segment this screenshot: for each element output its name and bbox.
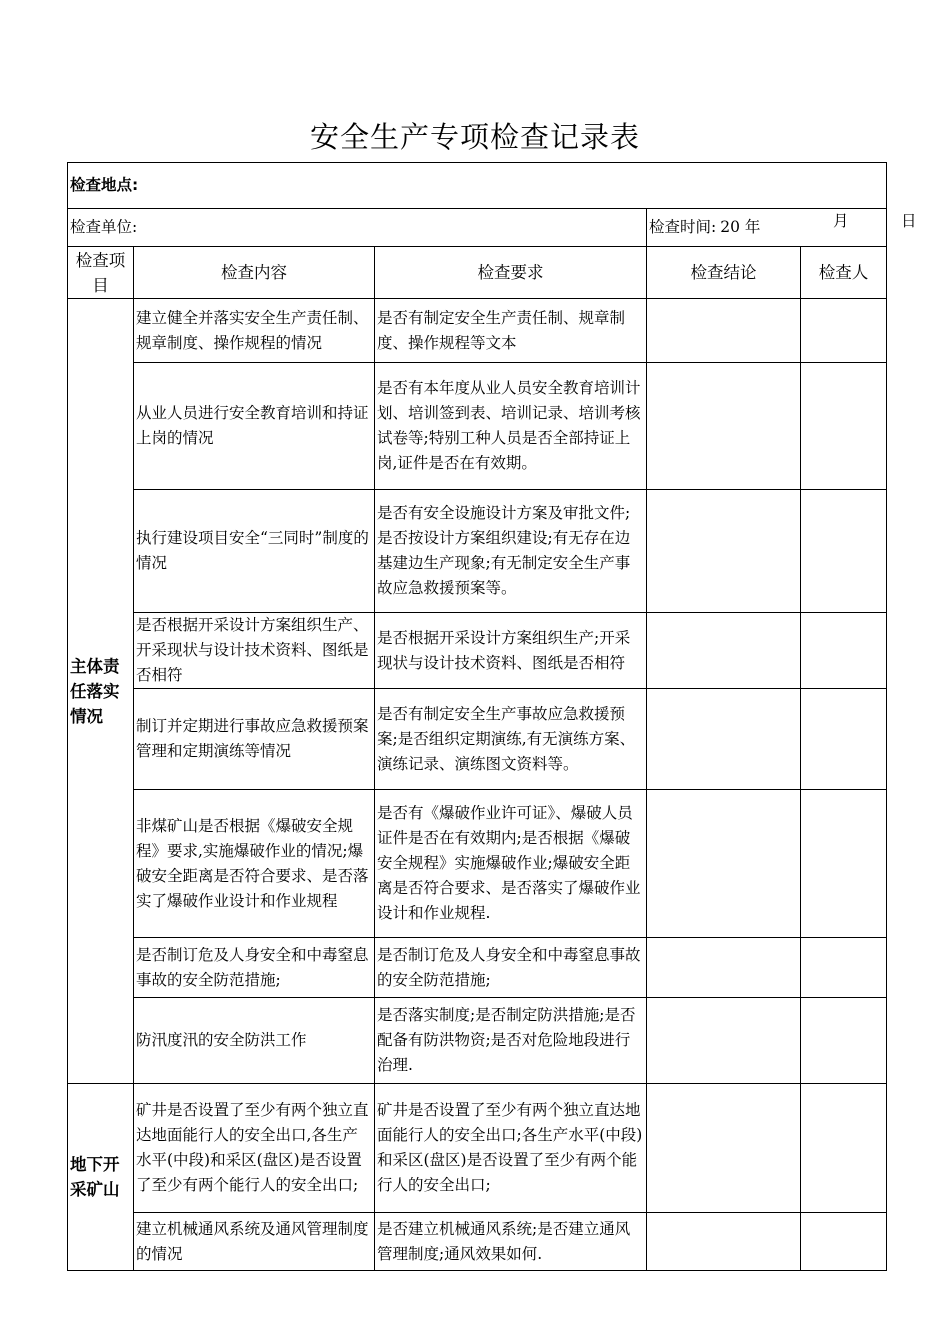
inspector-cell[interactable]	[801, 299, 887, 363]
table-row	[68, 299, 887, 363]
content-cell: 是否根据开采设计方案组织生产、开采现状与设计技术资料、图纸是否相符	[134, 613, 375, 689]
time-field[interactable]	[647, 209, 917, 247]
header-content: 检查内容	[134, 247, 375, 299]
inspector-cell[interactable]	[801, 1084, 887, 1213]
location-row	[68, 163, 887, 209]
content-cell: 制订并定期进行事故应急救援预案管理和定期演练等情况	[134, 689, 375, 790]
requirement-cell: 是否有制定安全生产责任制、规章制度、操作规程等文本	[375, 299, 647, 363]
requirement-cell: 是否有本年度从业人员安全教育培训计划、培训签到表、培训记录、培训考核试卷等;特别工种人员是否全部持证上岗,证件是否在有效期。	[375, 363, 647, 490]
conclusion-cell[interactable]	[647, 998, 801, 1084]
header-row	[68, 247, 887, 299]
header-requirement: 检查要求	[375, 247, 647, 299]
requirement-cell: 是否有安全设施设计方案及审批文件;是否按设计方案组织建设;有无存在边基建边生产现象;有无制定安全生产事故应急救援预案等。	[375, 490, 647, 613]
header-inspector: 检查人	[801, 247, 887, 299]
table-row	[68, 790, 887, 938]
time-label: 检查时间:	[649, 218, 717, 236]
inspector-cell[interactable]	[801, 613, 887, 689]
requirement-cell: 是否建立机械通风系统;是否建立通风管理制度;通风效果如何.	[375, 1213, 647, 1271]
content-cell: 从业人员进行安全教育培训和持证上岗的情况	[134, 363, 375, 490]
table-row	[68, 613, 887, 689]
table-row	[68, 998, 887, 1084]
conclusion-cell[interactable]	[647, 490, 801, 613]
table-row	[68, 1084, 887, 1213]
unit-time-row	[68, 209, 887, 247]
inspector-cell[interactable]	[801, 938, 887, 998]
table-row	[68, 1213, 887, 1271]
table-row	[68, 363, 887, 490]
content-cell: 矿井是否设置了至少有两个独立直达地面能行人的安全出口,各生产水平(中段)和采区(盘区)是否设置了至少有两个能行人的安全出口;	[134, 1084, 375, 1213]
inspector-cell[interactable]	[801, 998, 887, 1084]
inspector-cell[interactable]	[801, 1213, 887, 1271]
conclusion-cell[interactable]	[647, 299, 801, 363]
content-cell: 建立健全并落实安全生产责任制、规章制度、操作规程的情况	[134, 299, 375, 363]
location-label: 检查地点:	[70, 176, 139, 194]
requirement-cell: 是否有制定安全生产事故应急救援预案;是否组织定期演练,有无演练方案、演练记录、演练图文资料等。	[375, 689, 647, 790]
content-cell: 建立机械通风系统及通风管理制度的情况	[134, 1213, 375, 1271]
requirement-cell: 是否制订危及人身安全和中毒窒息事故的安全防范措施;	[375, 938, 647, 998]
table-row	[68, 490, 887, 613]
content-cell: 执行建设项目安全“三同时”制度的情况	[134, 490, 375, 613]
unit-field[interactable]	[68, 209, 647, 247]
content-cell: 防汛度汛的安全防洪工作	[134, 998, 375, 1084]
inspection-record-table	[67, 162, 917, 1271]
content-cell: 非煤矿山是否根据《爆破安全规程》要求,实施爆破作业的情况;爆破安全距离是否符合要求、是否落实了爆破作业设计和作业规程	[134, 790, 375, 938]
category-cell: 地下开采矿山	[68, 1084, 134, 1271]
table-row	[68, 689, 887, 790]
inspector-cell[interactable]	[801, 490, 887, 613]
requirement-cell: 矿井是否设置了至少有两个独立直达地面能行人的安全出口;各生产水平(中段)和采区(盘区)是否设置了至少有两个能行人的安全出口;	[375, 1084, 647, 1213]
content-cell: 是否制订危及人身安全和中毒窒息事故的安全防范措施;	[134, 938, 375, 998]
header-item: 检查项目	[68, 247, 134, 299]
conclusion-cell[interactable]	[647, 938, 801, 998]
inspector-cell[interactable]	[801, 363, 887, 490]
conclusion-cell[interactable]	[647, 363, 801, 490]
time-day: 日	[901, 212, 917, 230]
page-title: 安全生产专项检查记录表	[309, 120, 640, 154]
time-month: 月	[833, 212, 849, 230]
header-conclusion: 检查结论	[647, 247, 801, 299]
conclusion-cell[interactable]	[647, 1213, 801, 1271]
requirement-cell: 是否有《爆破作业许可证》、爆破人员证件是否在有效期内;是否根据《爆破安全规程》实施爆破作业;爆破安全距离是否符合要求、是否落实了爆破作业设计和作业规程.	[375, 790, 647, 938]
requirement-cell: 是否根据开采设计方案组织生产;开采现状与设计技术资料、图纸是否相符	[375, 613, 647, 689]
unit-label: 检查单位:	[70, 218, 138, 236]
inspector-cell[interactable]	[801, 790, 887, 938]
inspector-cell[interactable]	[801, 689, 887, 790]
category-cell: 主体责任落实情况	[68, 299, 134, 1084]
conclusion-cell[interactable]	[647, 790, 801, 938]
location-field[interactable]	[68, 163, 887, 209]
time-year: 20 年	[720, 218, 761, 236]
conclusion-cell[interactable]	[647, 689, 801, 790]
table-row	[68, 938, 887, 998]
conclusion-cell[interactable]	[647, 613, 801, 689]
conclusion-cell[interactable]	[647, 1084, 801, 1213]
requirement-cell: 是否落实制度;是否制定防洪措施;是否配备有防洪物资;是否对危险地段进行治理.	[375, 998, 647, 1084]
